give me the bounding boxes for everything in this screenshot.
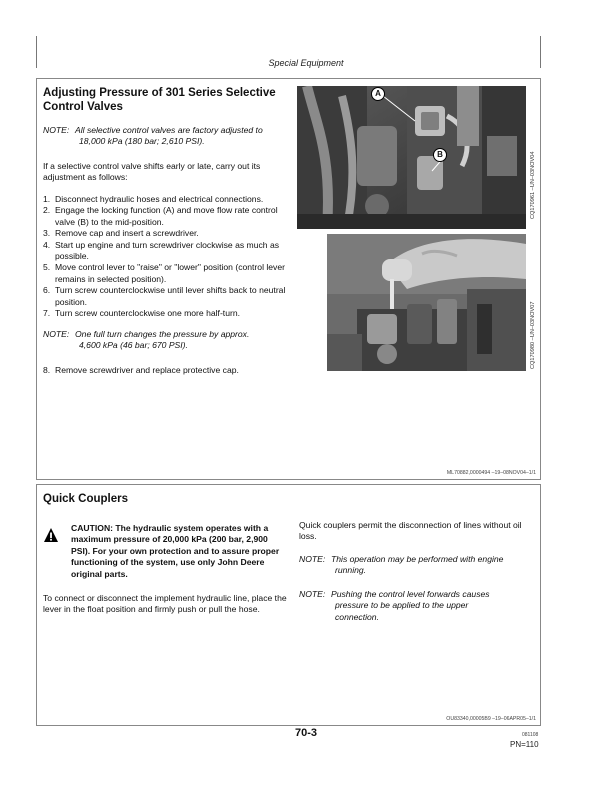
list-item xyxy=(43,365,295,376)
procedure-steps xyxy=(43,194,295,319)
page-number: 70-3 xyxy=(294,727,318,739)
screwdriver-photo-graphic xyxy=(327,234,526,371)
step-text: Disconnect hydraulic hoses and electrical connections. xyxy=(55,194,264,204)
caution-text: CAUTION: The hydraulic system operates with a maximum pressure of 20,000 kPa (200 bar, 2,900 PSI). For your own protection and to assure proper functioning of the system, use only John Deere original parts. xyxy=(71,523,280,579)
callout-a-label: A xyxy=(375,89,381,98)
step-number: 5. xyxy=(43,262,51,273)
list-item xyxy=(43,308,295,319)
step-text: Turn screw counterclockwise one more half-turn. xyxy=(55,308,240,319)
list-item xyxy=(43,228,295,239)
intro-paragraph: If a selective control valve shifts early or late, carry out its adjustment as follows: xyxy=(43,161,261,183)
section-title: Adjusting Pressure of 301 Series Selective Control Valves xyxy=(43,87,276,113)
note-text: Pushing the control level forwards causes xyxy=(331,589,490,599)
step-text: Move control lever to "raise" or "lower" position (control lever remains in selected position). xyxy=(55,262,286,284)
step-number: 7. xyxy=(43,308,51,319)
list-item xyxy=(43,262,295,285)
list-item xyxy=(43,240,295,263)
list-item xyxy=(43,205,295,228)
note-label: NOTE: xyxy=(43,329,70,339)
step-text: Start up engine and turn screwdriver clockwise as much as possible. xyxy=(55,239,280,262)
note-control-level xyxy=(299,589,534,623)
step-text: Turn screw counterclockwise until lever shifts back to neutral position. xyxy=(55,285,286,307)
list-item xyxy=(43,194,295,205)
warning-triangle-icon xyxy=(43,527,59,543)
note-text-continued: 4,600 kPa (46 bar; 670 PSI). xyxy=(79,340,188,351)
reference-code: ML70882,0000494 –19–08NOV04–1/1 xyxy=(446,470,536,476)
note-label: NOTE: xyxy=(43,125,70,135)
photo2-id: CQ170980 –UN–03NOV07 xyxy=(530,301,536,369)
step-text: Engage the locking function (A) and move flow rate control valve (B) to the mid-position. xyxy=(55,205,278,227)
note-text: One full turn changes the pressure by approx. xyxy=(75,329,250,339)
note-text: This operation may be performed with engine xyxy=(331,554,504,564)
valve-photo-graphic xyxy=(297,86,526,229)
step-number: 1. xyxy=(43,194,51,204)
footer-code: 081108 xyxy=(522,732,539,738)
step-text: Remove cap and insert a screwdriver. xyxy=(55,228,199,239)
intro-paragraph: Quick couplers permit the disconnection of lines without oil loss. xyxy=(299,520,522,542)
final-step xyxy=(43,365,295,376)
note-text-continued: pressure to be applied to the upper xyxy=(335,600,469,611)
note-engine-running xyxy=(299,554,534,577)
note-text-continued: running. xyxy=(335,565,367,576)
callout-b-label: B xyxy=(437,150,443,159)
note-label: NOTE: xyxy=(299,589,326,599)
callout-b xyxy=(433,148,447,162)
step-number: 8. xyxy=(43,365,51,375)
valve-photo-bottom xyxy=(327,234,526,371)
note-text-continued: 18,000 kPa (180 bar; 2,610 PSI). xyxy=(79,136,205,147)
caution-icon xyxy=(43,527,59,543)
step-number: 6. xyxy=(43,285,51,296)
step-number: 2. xyxy=(43,205,51,216)
connect-paragraph: To connect or disconnect the implement hydraulic line, place the lever in the float position and firmly push or pull the hose. xyxy=(43,593,287,615)
footer-pn: PN=110 xyxy=(510,740,539,749)
page-header: Special Equipment xyxy=(268,58,344,68)
photo1-id: CQ170961 –UN–03NOV04 xyxy=(530,151,536,219)
step-number: 3. xyxy=(43,228,51,239)
note-text: All selective control valves are factory adjusted to xyxy=(75,125,263,135)
callout-a xyxy=(371,87,385,101)
step-number: 4. xyxy=(43,239,51,250)
section-title: Quick Couplers xyxy=(43,493,128,505)
note-text-continued: connection. xyxy=(335,611,379,622)
note-full-turn xyxy=(43,329,295,352)
reference-code: OU83340,00005B9 –19–06APR05–1/1 xyxy=(446,716,536,722)
section-adjusting-pressure xyxy=(36,78,541,480)
step-text: Remove screwdriver and replace protective cap. xyxy=(55,365,239,375)
note-factory-adjusted xyxy=(43,125,295,148)
section-quick-couplers xyxy=(36,484,541,726)
valve-photo-top xyxy=(297,86,526,229)
note-label: NOTE: xyxy=(299,554,326,564)
list-item xyxy=(43,285,295,308)
